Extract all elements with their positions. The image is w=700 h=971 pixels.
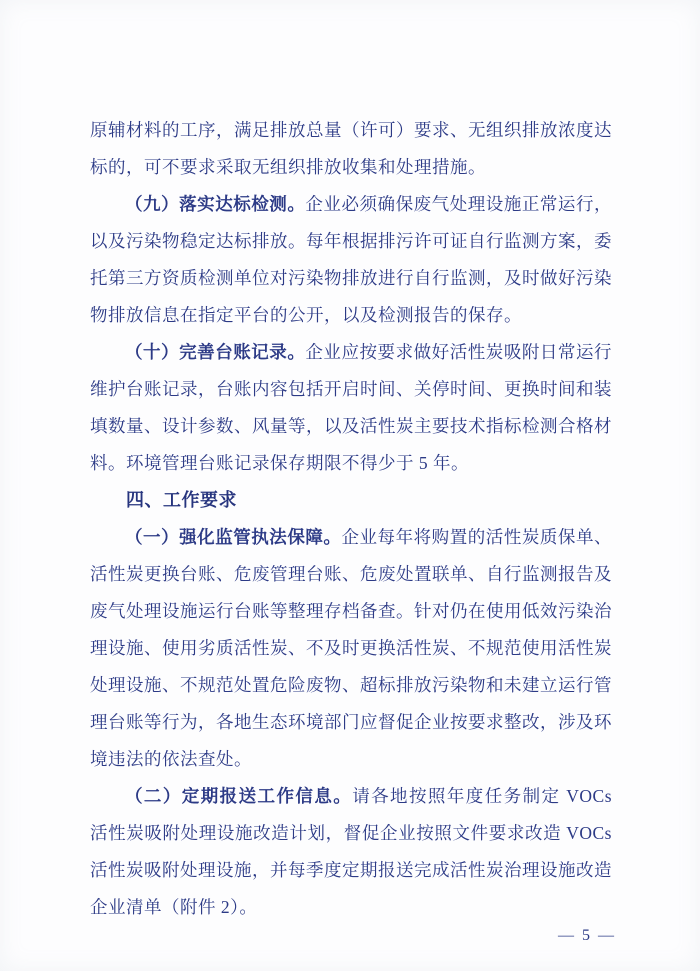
paragraph-text: 原辅材料的工序，满足排放总量（许可）要求、无组织排放浓度达标的，可不要求采取无组织排放收集和处理措施。 (90, 120, 612, 177)
paragraph-lead: （一）强化监管执法保障。 (125, 527, 342, 547)
document-body (90, 112, 612, 926)
paragraph-text: 企业应按要求做好活性炭吸附日常运行维护台账记录，台账内容包括开启时间、关停时间、更换时间和装填数量、设计参数、风量等，以及活性炭主要技术指标检测合格材料。环境管理台账记录保存期限不得少于 5 年。 (90, 342, 613, 473)
paragraph-lead: （二）定期报送工作信息。 (125, 786, 353, 806)
paragraph-item-2 (90, 778, 612, 926)
paragraph-lead: （九）落实达标检测。 (125, 194, 306, 214)
paragraph-item-10 (90, 334, 612, 482)
section-heading: 四、工作要求 (126, 490, 237, 510)
paragraph-lead: （十）完善台账记录。 (125, 342, 306, 362)
paragraph-item-9 (90, 186, 612, 334)
paragraph-text: 请各地按照年度任务制定 VOCs 活性炭吸附处理设施改造计划，督促企业按照文件要求改造 VOCs 活性炭吸附处理设施，并每季度定期报送完成活性炭治理设施改造企业清单（附件 2）。 (90, 786, 612, 917)
paragraph-text: 企业必须确保废气处理设施正常运行，以及污染物稳定达标排放。每年根据排污许可证自行监测方案，委托第三方资质检测单位对污染物排放进行自行监测，及时做好污染物排放信息在指定平台的公开，以及检测报告的保存。 (90, 194, 613, 325)
paragraph-item-1 (90, 519, 612, 778)
paragraph-text: 企业每年将购置的活性炭质保单、活性炭更换台账、危废管理台账、危废处置联单、自行监测报告及废气处理设施运行台账等整理存档备查。针对仍在使用低效污染治理设施、使用劣质活性炭、不及时更换活性炭、不规范使用活性炭处理设施、不规范处置危险废物、超标排放污染物和未建立运行管理台账等行为，各地生态环境部门应督促企业按要求整改，涉及环境违法的依法查处。 (90, 527, 613, 769)
paragraph-continuation (90, 112, 612, 186)
page-number: — 5 — (558, 927, 616, 944)
